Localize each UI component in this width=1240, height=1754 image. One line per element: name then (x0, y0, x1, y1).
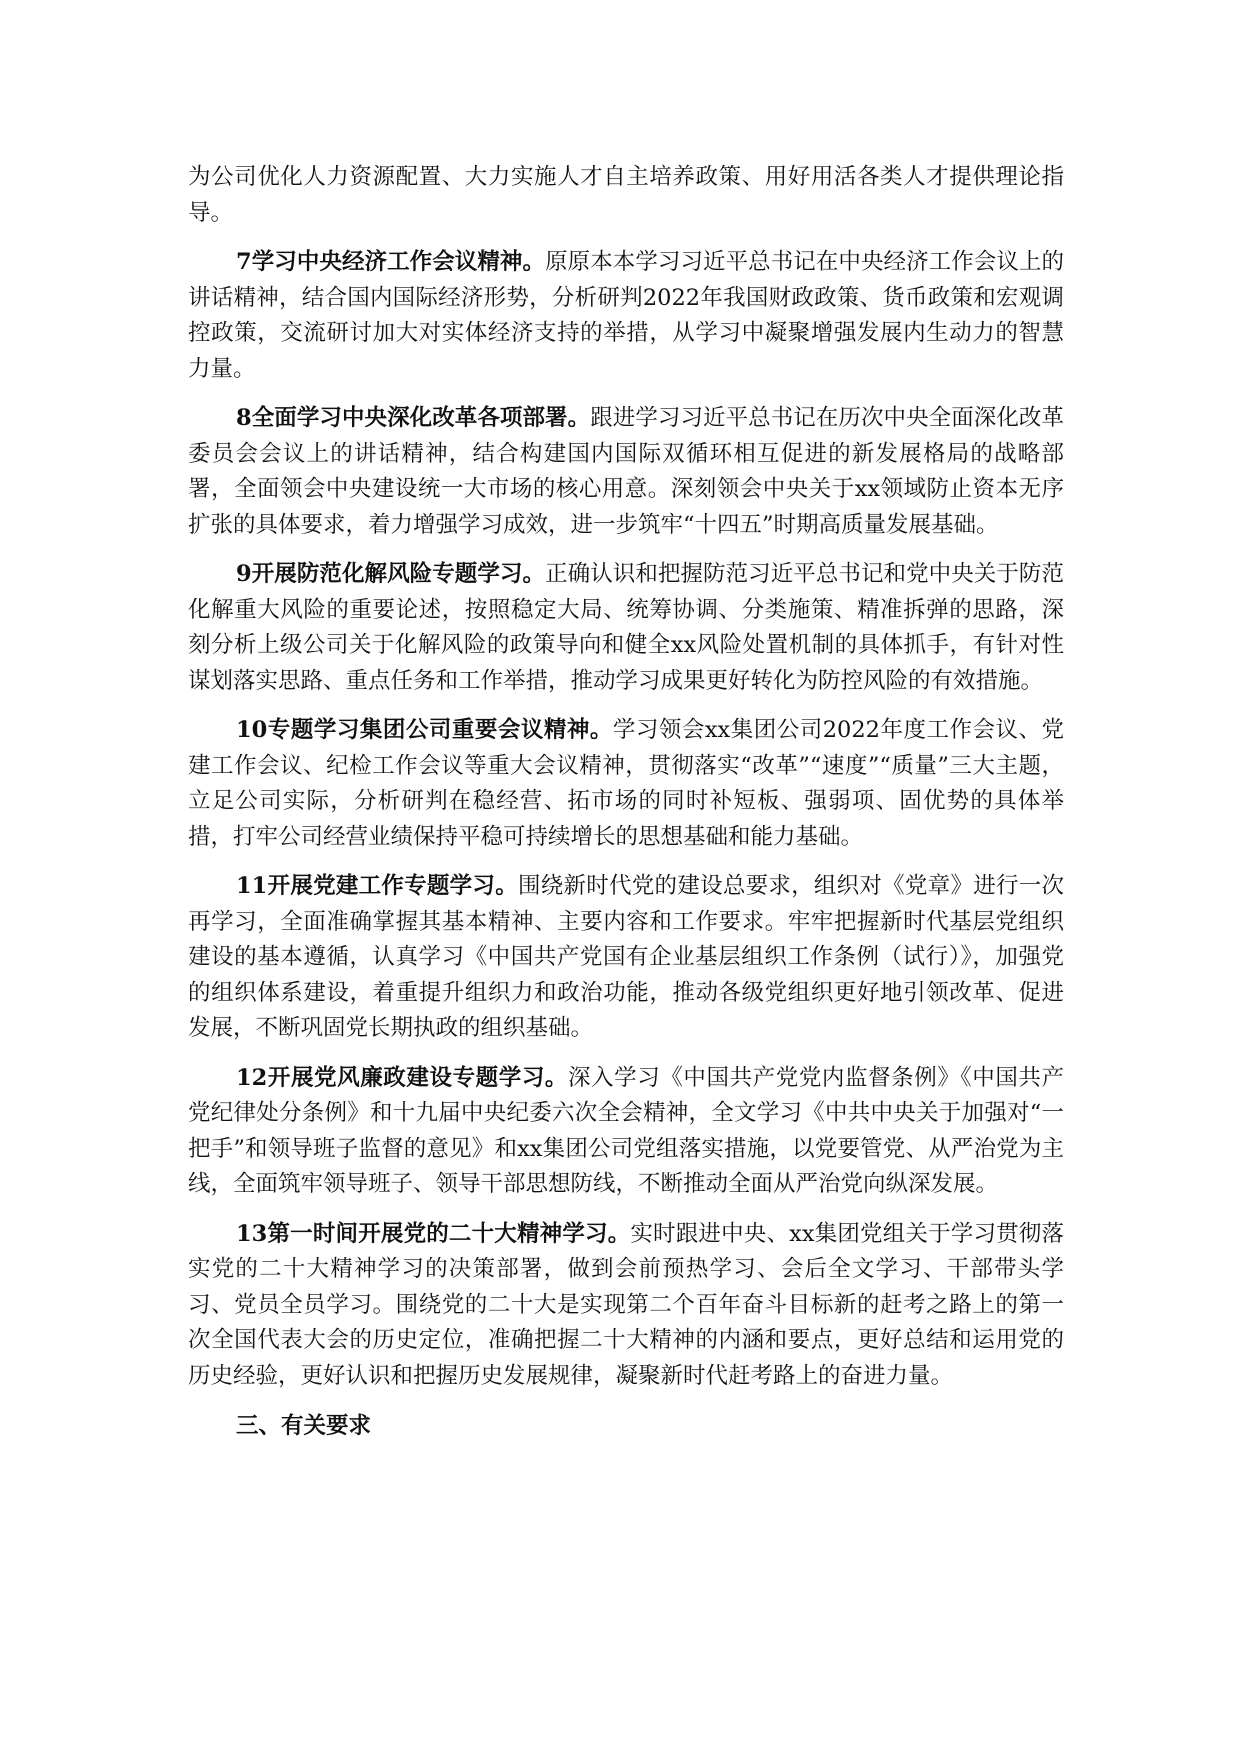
item-body-13: 实时跟进中央、xx集团党组关于学习贯彻落实党的二十大精神学习的决策部署，做到会前预热学习、会后全文学习、干部带头学习、党员全员学习。围绕党的二十大是实现第二个百年奋斗目标新的赶考之路上的第一次全国代表大会的历史定位，准确把握二十大精神的内涵和要点，更好总结和运用党的历史经验，更好认识和把握历史发展规律，凝聚新时代赶考路上的奋进力量。 (188, 1220, 1064, 1389)
document-page (188, 160, 1064, 1444)
item-body-7: 原原本本学习习近平总书记在中央经济工作会议上的讲话精神，结合国内国际经济形势，分析研判2022年我国财政政策、货币政策和宏观调控政策，交流研讨加大对实体经济支持的举措，从学习中凝聚增强发展内生动力的智慧力量。 (188, 249, 1064, 382)
item-paragraph-9 (188, 557, 1064, 699)
section-heading: 三、有关要求 (236, 1413, 372, 1439)
item-title-12: 12开展党风廉政建设专题学习。 (236, 1064, 568, 1091)
item-body-11: 围绕新时代党的建设总要求，组织对《党章》进行一次再学习，全面准确掌握其基本精神、主要内容和工作要求。牢牢把握新时代基层党组织建设的基本遵循，认真学习《中国共产党国有企业基层组织工作条例（试行）》，加强党的组织体系建设，着重提升组织力和政治功能，推动各级党组织更好地引领改革、促进发展，不断巩固党长期执政的组织基础。 (188, 873, 1064, 1041)
item-body-10: 学习领会xx集团公司2022年度工作会议、党建工作会议、纪检工作会议等重大会议精神，贯彻落实“改革”“速度”“质量”三大主题，立足公司实际，分析研判在稳经营、拓市场的同时补短板、强弱项、固优势的具体举措，打牢公司经营业绩保持平稳可持续增长的思想基础和能力基础。 (188, 717, 1065, 850)
item-paragraph-12 (188, 1061, 1064, 1203)
intro-paragraph: 为公司优化人力资源配置、大力实施人才自主培养政策、用好用活各类人才提供理论指导。 (188, 164, 1064, 226)
item-title-7: 7学习中央经济工作会议精神。 (236, 249, 546, 275)
item-paragraph-7 (188, 245, 1064, 387)
item-paragraph-10 (188, 713, 1064, 855)
item-title-11: 11开展党建工作专题学习。 (236, 873, 518, 899)
item-title-8: 8全面学习中央深化改革各项部署。 (236, 405, 591, 431)
item-paragraph-13 (188, 1217, 1064, 1395)
item-body-12: 深入学习《中国共产党党内监督条例》《中国共产党纪律处分条例》和十九届中央纪委六次全会精神，全文学习《中共中央关于加强对“一把手”和领导班子监督的意见》和xx集团公司党组落实措施，以党要管党、从严治党为主线，全面筑牢领导班子、领导干部思想防线，不断推动全面从严治党向纵深发展。 (188, 1064, 1064, 1197)
item-paragraph-11 (188, 869, 1064, 1047)
item-paragraph-8 (188, 401, 1064, 543)
item-title-9: 9开展防范化解风险专题学习。 (236, 561, 546, 587)
item-title-13: 13第一时间开展党的二十大精神学习。 (236, 1220, 631, 1247)
item-body-9: 正确认识和把握防范习近平总书记和党中央关于防范化解重大风险的重要论述，按照稳定大局、统筹协调、分类施策、精准拆弹的思路，深刻分析上级公司关于化解风险的政策导向和健全xx风险处置机制的具体抓手，有针对性谋划落实思路、重点任务和工作举措，推动学习成果更好转化为防控风险的有效措施。 (188, 561, 1064, 694)
item-title-10: 10专题学习集团公司重要会议精神。 (236, 717, 613, 743)
item-body-8: 跟进学习习近平总书记在历次中央全面深化改革委员会会议上的讲话精神，结合构建国内国际双循环相互促进的新发展格局的战略部署，全面领会中央建设统一大市场的核心用意。深刻领会中央关于xx领域防止资本无序扩张的具体要求，着力增强学习成效，进一步筑牢“十四五”时期高质量发展基础。 (188, 405, 1064, 538)
